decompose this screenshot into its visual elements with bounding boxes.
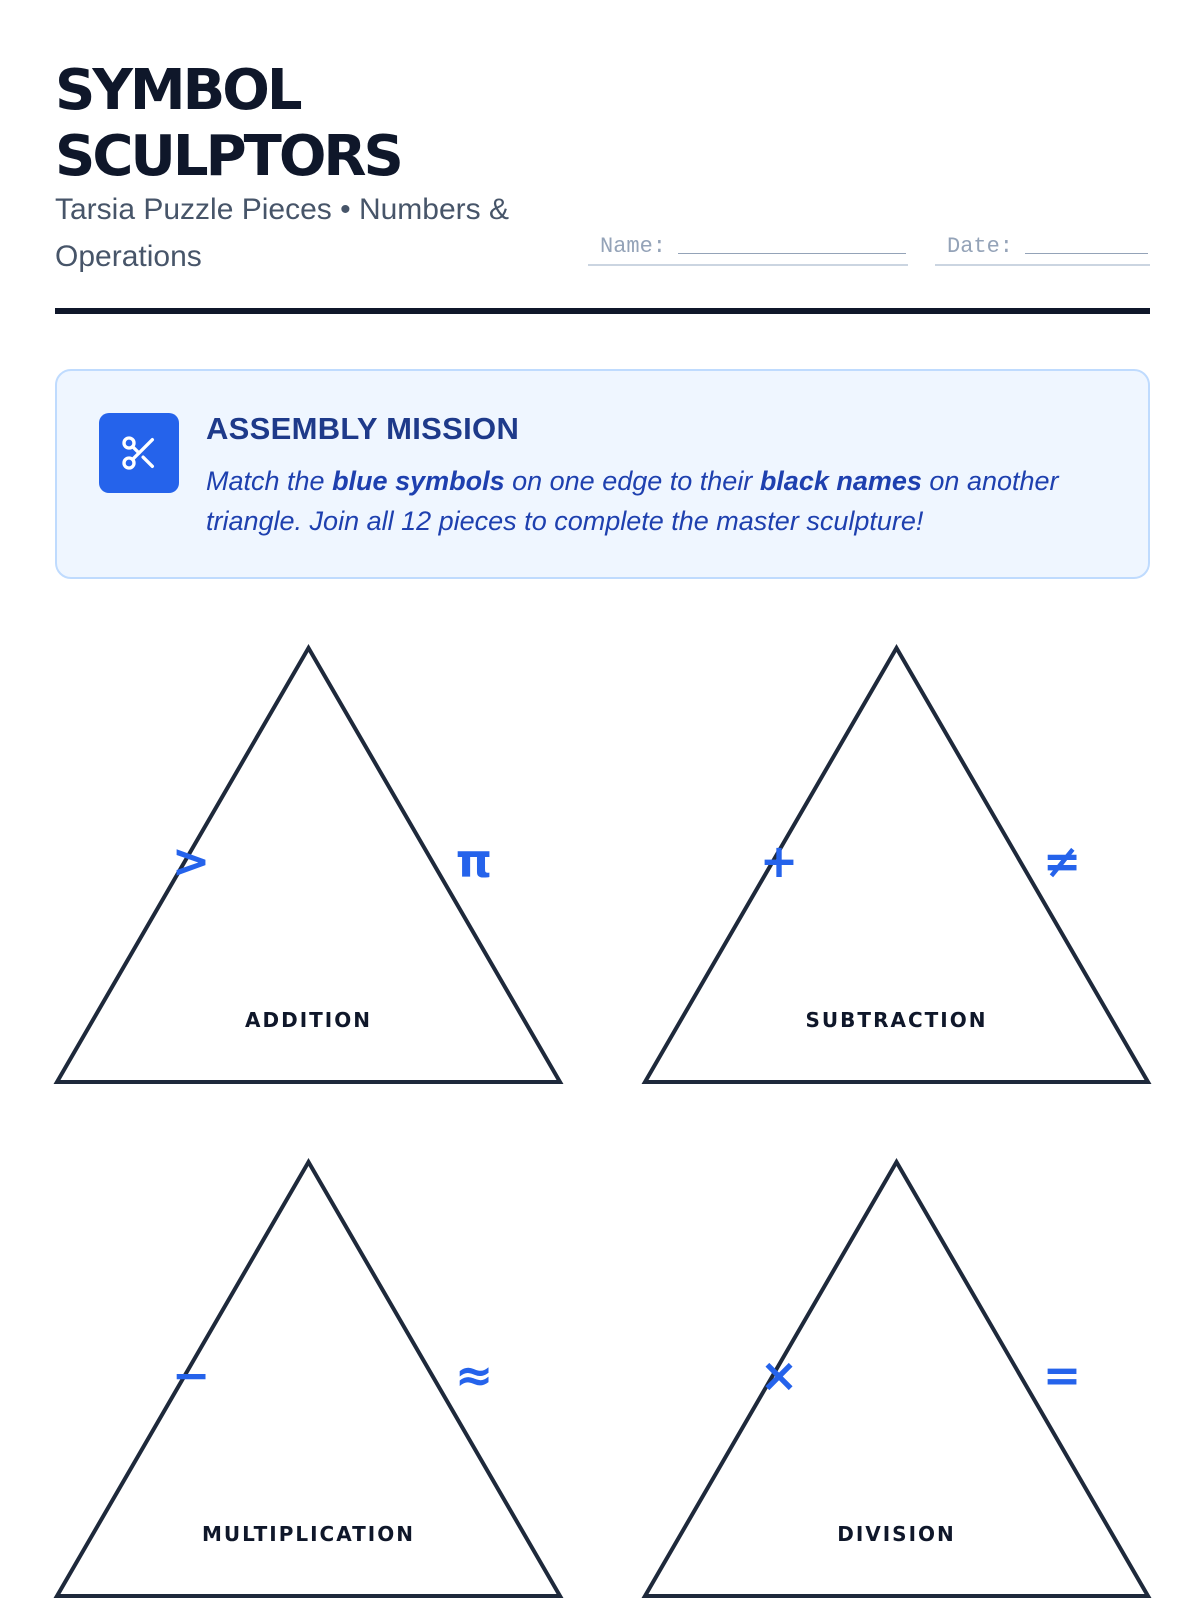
date-blank-line[interactable] [1025,226,1148,254]
header-divider [55,308,1150,314]
mission-text-1: Match the [206,466,333,496]
title-line-1: SYMBOL [55,58,300,123]
piece-3-right-symbol: ≈ [454,1348,494,1402]
puzzle-piece-1[interactable] [55,646,575,1106]
mission-bold-blue-symbols: blue symbols [332,466,505,496]
piece-2-left-symbol: + [759,834,799,888]
mission-bold-black-names: black names [759,466,922,496]
puzzle-piece-3[interactable] [55,1160,575,1600]
piece-4-label: DIVISION [837,1522,956,1546]
date-field[interactable] [935,226,1150,266]
piece-3-label: MULTIPLICATION [202,1522,415,1546]
piece-2-label: SUBTRACTION [805,1008,988,1032]
worksheet-header [55,58,1150,318]
name-blank-line[interactable] [678,226,906,254]
mission-instructions [206,461,1106,541]
title-line-2: SCULPTORS [55,124,401,189]
date-label: Date: [947,234,1014,259]
piece-4-right-symbol: = [1042,1348,1082,1402]
puzzle-piece-4[interactable] [643,1160,1163,1600]
page-subtitle: Tarsia Puzzle Pieces • Numbers & Operations [55,193,509,273]
name-label: Name: [600,234,667,259]
piece-1-right-symbol: π [455,834,493,888]
mission-text-3: on another triangle. Join all 12 pieces to complete the master sculpture! [206,466,1059,536]
mission-text-2: on one edge to their [504,466,760,496]
scissors-icon [99,413,179,493]
puzzle-piece-2[interactable] [643,646,1163,1106]
piece-2-right-symbol: ≠ [1042,834,1082,888]
piece-4-left-symbol: × [759,1348,799,1402]
mission-title: ASSEMBLY MISSION [206,411,520,446]
assembly-mission-box [55,369,1150,579]
piece-1-left-symbol: > [171,834,211,888]
piece-3-left-symbol: − [171,1348,211,1402]
name-field[interactable] [588,226,908,266]
piece-1-label: ADDITION [245,1008,372,1032]
page-title [55,58,575,190]
